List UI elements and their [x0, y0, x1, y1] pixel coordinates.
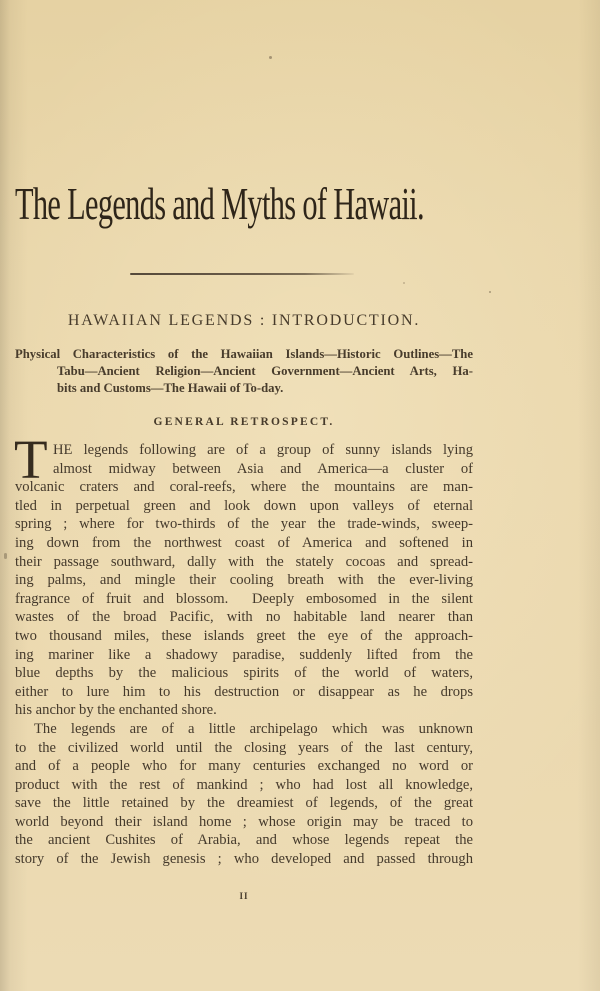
- text-line: world beyond their island home ; whose origin may be traced to: [15, 813, 473, 830]
- text-line: spring ; where for two-thirds of the year the trade-winds, sweep-: [15, 516, 473, 533]
- paper-speck: [403, 282, 405, 284]
- text-line: product with the rest of mankind ; who had lost all knowledge,: [15, 776, 473, 793]
- paper-speck: [4, 553, 7, 559]
- text-line: his anchor by the enchanted shore.: [15, 702, 217, 719]
- text-line: either to lure him to his destruction or disappear as he drops: [15, 683, 473, 700]
- chapter-summary: [15, 346, 473, 398]
- text-line: blue depths by the malicious spirits of the world of waters,: [15, 665, 473, 682]
- text-line: story of the Jewish genesis ; who developed and passed through: [15, 851, 473, 868]
- text-line: ing mariner like a shadowy paradise, suddenly lifted from the: [15, 646, 473, 663]
- paragraph-2: [15, 720, 473, 869]
- text-line: bits and Customs—The Hawaii of To-day.: [57, 381, 284, 396]
- text-line: to the civilized world until the closing years of the last century,: [15, 739, 473, 756]
- text-line: wastes of the broad Pacific, with no habitable land nearer than: [15, 609, 473, 626]
- body-text: [14, 429, 473, 869]
- text-line: ing down from the northwest coast of America and softened in: [15, 534, 473, 551]
- paper-speck: [269, 56, 272, 59]
- drop-cap: T: [14, 429, 48, 490]
- text-line: and of a people who for many centuries exchanged no word or: [15, 758, 473, 775]
- paper-speck: [489, 291, 491, 293]
- paragraph-1: [14, 429, 473, 720]
- text-line: HE legends following are of a group of sunny islands lying: [53, 442, 473, 458]
- text-line: fragrance of fruit and blossom. Deeply embosomed in the silent: [15, 590, 473, 607]
- signature-mark: II: [239, 891, 249, 901]
- text-line: volcanic craters and coral-reefs, where the mountains are man-: [15, 479, 473, 496]
- text-line: ing palms, and mingle their cooling breath with the ever-living: [15, 572, 473, 589]
- text-line: save the little retained by the dreamiest of legends, of the great: [15, 795, 473, 812]
- text-line: Physical Characteristics of the Hawaiian Islands—Historic Outlines—The: [15, 347, 473, 361]
- section-heading: GENERAL RETROSPECT.: [153, 416, 335, 428]
- text-line: The legends are of a little archipelago which was unknown: [34, 720, 473, 737]
- text-line: two thousand miles, these islands greet the eye of the approach-: [15, 627, 473, 644]
- text-line: the ancient Cushites of Arabia, and whose legends repeat the: [15, 832, 473, 849]
- text-line: their passage southward, dally with the stately cocoas and spread-: [15, 553, 473, 570]
- text-line: tled in perpetual green and look down upon valleys of eternal: [15, 497, 473, 514]
- title-divider-rule: [130, 273, 354, 275]
- chapter-heading: HAWAIIAN LEGENDS : INTRODUCTION.: [67, 312, 421, 329]
- text-line: Tabu—Ancient Religion—Ancient Government—Ancient Arts, Ha-: [57, 364, 473, 379]
- book-title: The Legends and Myths of Hawaii.: [15, 178, 424, 229]
- text-line: almost midway between Asia and America—a cluster of: [53, 460, 473, 477]
